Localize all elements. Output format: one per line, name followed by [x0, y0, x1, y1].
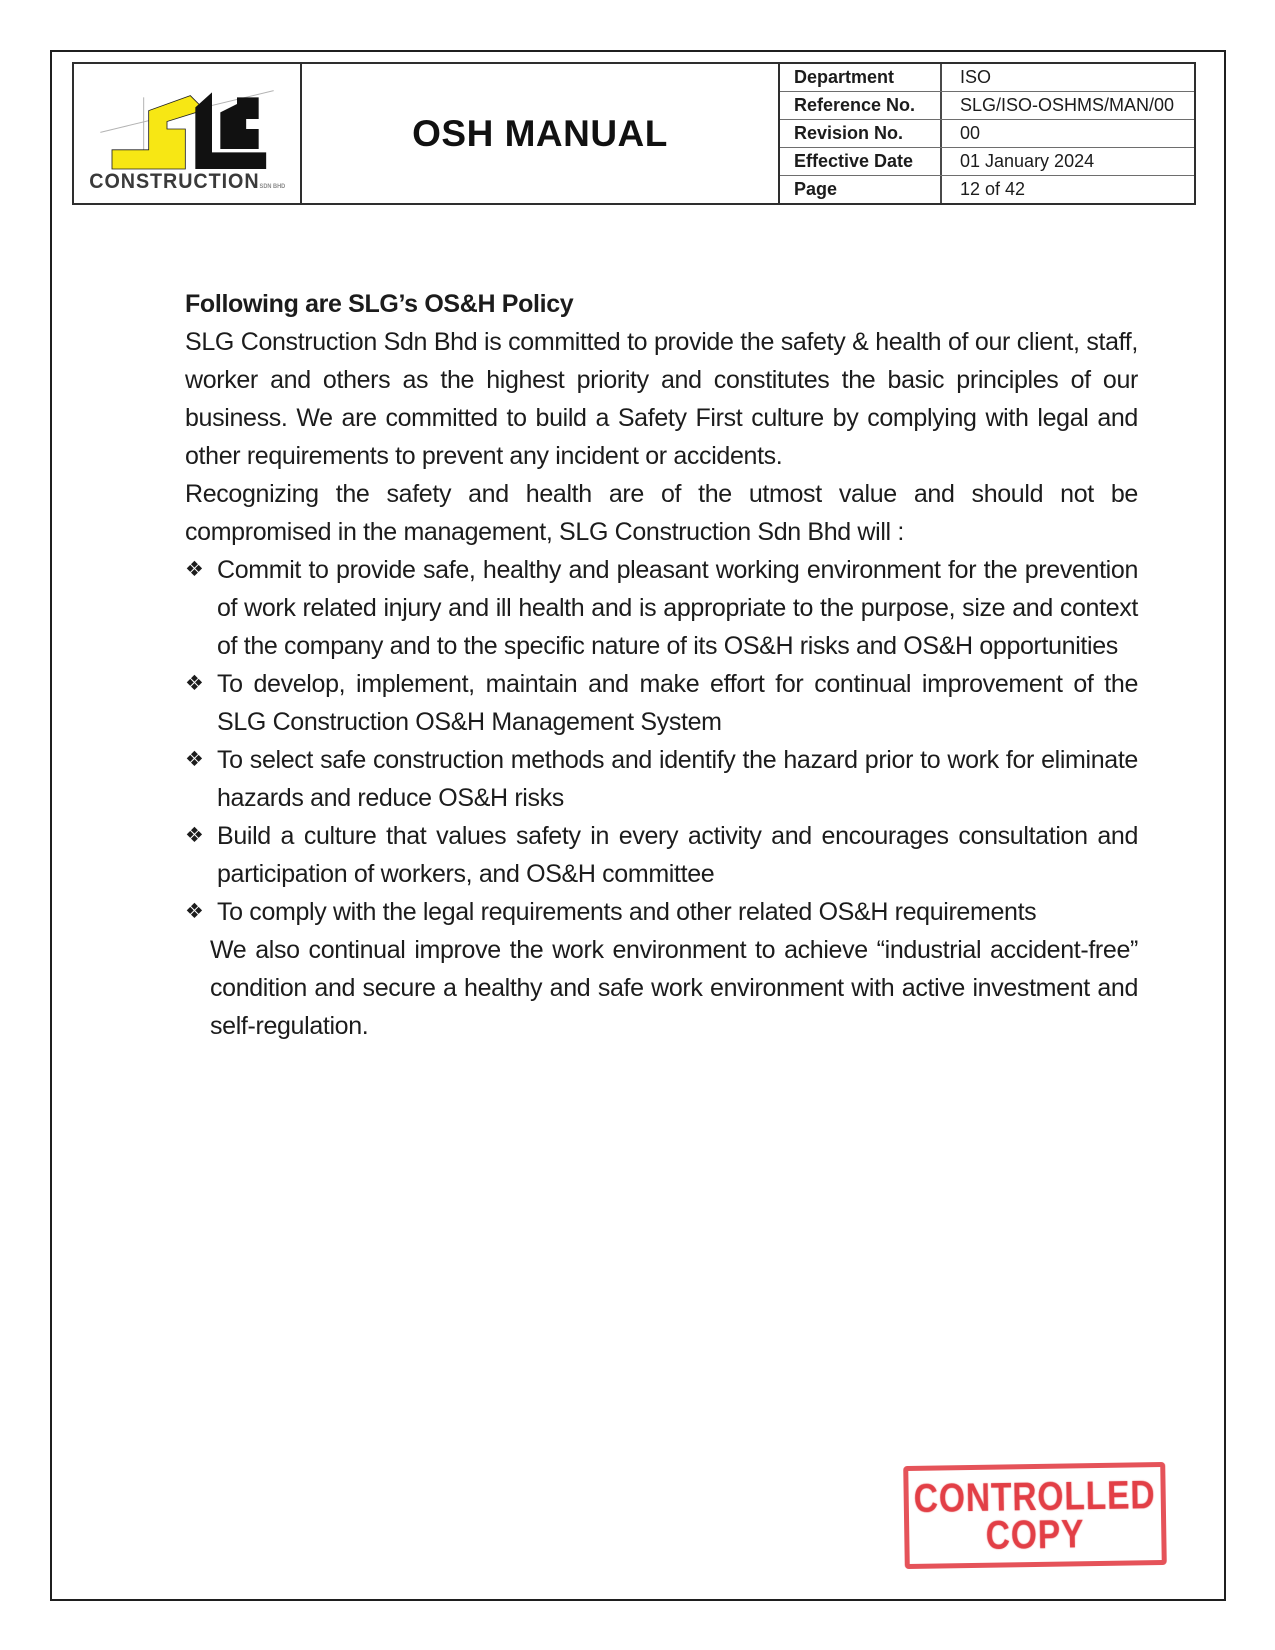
- controlled-copy-stamp: [903, 1462, 1167, 1569]
- company-logo: [74, 64, 302, 203]
- list-item-text: Commit to provide safe, healthy and pleasant working environment for the prevention of work related injury and ill health and is appropriate to the purpose, size and context of the company and to the specific nature of its OS&H risks and OS&H opportunities: [217, 556, 1138, 660]
- list-item-text: To comply with the legal requirements and other related OS&H requirements: [217, 898, 1037, 926]
- logo-suffix-text: SDN BHD: [259, 184, 285, 190]
- list-item-text: To select safe construction methods and identify the hazard prior to work for eliminate hazards and reduce OS&H risks: [217, 746, 1138, 812]
- meta-label: Page: [780, 176, 942, 203]
- meta-value: 00: [960, 123, 981, 143]
- meta-row-reference-no: [780, 92, 1194, 120]
- meta-label: Revision No.: [780, 120, 942, 147]
- document-header: [72, 62, 1196, 205]
- page-border: [50, 50, 1226, 1601]
- policy-paragraph-3: We also continual improve the work environment to achieve “industrial accident-free” condition and secure a healthy and safe work environment with active investment and self-regulation.: [210, 936, 1138, 1040]
- stamp-text-line1: CONTROLLED: [913, 1472, 1156, 1521]
- meta-label: Effective Date: [780, 148, 942, 175]
- document-meta-table: [780, 64, 1194, 203]
- list-item: [185, 665, 1138, 741]
- logo-company-name: [89, 171, 285, 192]
- section-heading: Following are SLG’s OS&H Policy: [185, 290, 574, 318]
- meta-value: 12 of 42: [960, 179, 1026, 199]
- document-title: OSH MANUAL: [412, 112, 668, 154]
- document-body: [185, 285, 1138, 1045]
- policy-list: [185, 551, 1138, 931]
- list-item: [185, 741, 1138, 817]
- diamond-bullet-icon: ❖: [185, 824, 204, 847]
- slg-logo-icon: [87, 79, 287, 179]
- meta-label: Department: [780, 64, 942, 91]
- diamond-bullet-icon: ❖: [185, 558, 204, 581]
- list-item-text: Build a culture that values safety in every activity and encourages consultation and participation of workers, and OS&H committee: [217, 822, 1138, 888]
- meta-row-page: [780, 176, 1194, 203]
- diamond-bullet-icon: ❖: [185, 900, 204, 923]
- meta-value: 01 January 2024: [960, 151, 1095, 171]
- policy-paragraph-1: SLG Construction Sdn Bhd is committed to provide the safety & health of our client, staff, worker and others as the highest priority and constitutes the basic principles of our business. We are committed to build a Safety First culture by complying with legal and other requirements to prevent any incident or accidents.: [185, 328, 1138, 470]
- list-item-text: To develop, implement, maintain and make effort for continual improvement of the SLG Construction OS&H Management System: [217, 670, 1138, 736]
- stamp-text-line2: COPY: [985, 1511, 1085, 1558]
- list-item: [185, 551, 1138, 665]
- diamond-bullet-icon: ❖: [185, 672, 204, 695]
- list-item: [185, 893, 1138, 931]
- policy-paragraph-2: Recognizing the safety and health are of the utmost value and should not be compromised in the management, SLG Construction Sdn Bhd will :: [185, 480, 1138, 546]
- meta-value: ISO: [960, 67, 992, 87]
- meta-row-department: [780, 64, 1194, 92]
- title-cell: [302, 64, 780, 203]
- meta-value: SLG/ISO-OSHMS/MAN/00: [960, 95, 1175, 115]
- meta-row-revision-no: [780, 120, 1194, 148]
- meta-label: Reference No.: [780, 92, 942, 119]
- diamond-bullet-icon: ❖: [185, 748, 204, 771]
- list-item: [185, 817, 1138, 893]
- meta-row-effective-date: [780, 148, 1194, 176]
- logo-name-text: CONSTRUCTION: [88, 170, 260, 193]
